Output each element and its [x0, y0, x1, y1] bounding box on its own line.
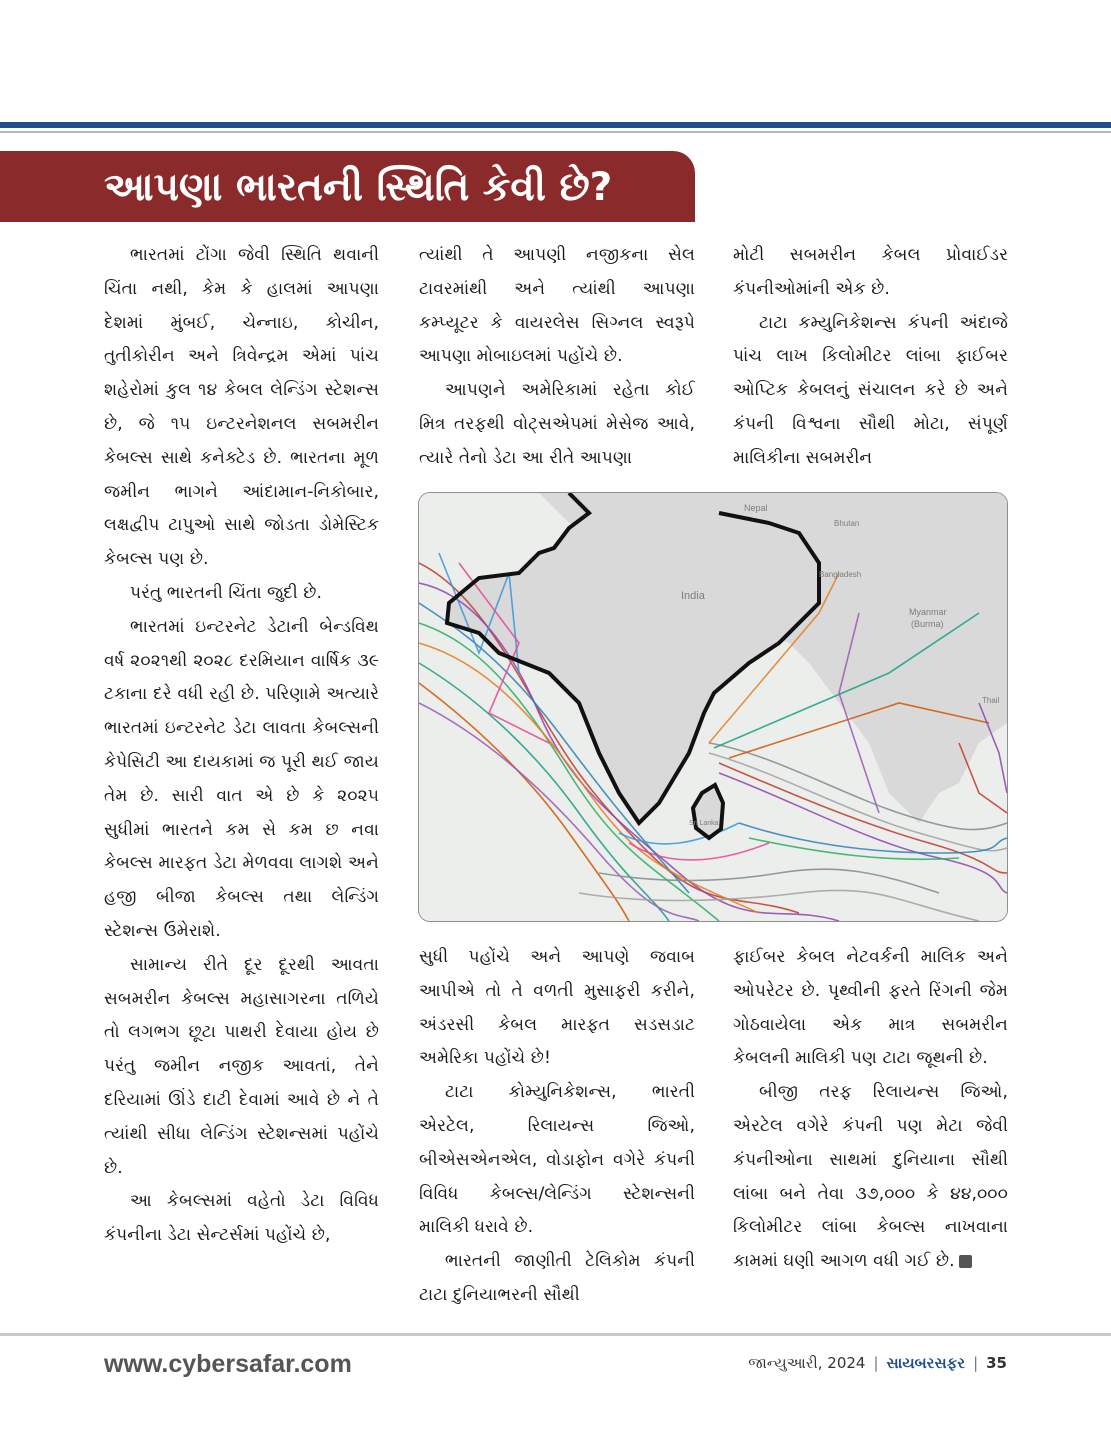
label-india: India	[681, 590, 705, 602]
end-mark-icon	[959, 1255, 972, 1268]
paragraph: આ કેબલ્સમાં વહેતો ડેટા વિવિધ કંપનીના ડેટા સેન્ટર્સમાં પહોંચે છે,	[104, 1191, 379, 1246]
paragraph: ભારતની જાણીતી ટેલિકોમ કંપની ટાટા દુનિયાભરની સૌથી	[419, 1251, 695, 1305]
column-3-bottom	[733, 941, 1008, 1279]
label-burma: (Burma)	[911, 619, 944, 629]
article-title: આપણા ભારતની સ્થિતિ કેવી છે?	[104, 165, 613, 210]
label-sri-lanka: Sri Lanka	[689, 820, 719, 827]
paragraph: મોટી સબમરીન કેબલ પ્રોવાઈડર કંપનીઓમાંની એક છે.	[733, 245, 1008, 299]
top-rule-grey	[0, 131, 1111, 133]
map-svg	[419, 493, 1007, 921]
paragraph: ટાટા કમ્યુનિકેશન્સ કંપની અંદાજે પાંચ લાખ કિલોમીટર લાંબા ફાઈબર ઓપ્ટિક કેબલનું સંચાલન કરે છે અને કંપની વિશ્વના સૌથી મોટા, સંપૂર્ણ માલિકીના સબમરીન	[733, 312, 1008, 468]
column-2-top	[419, 239, 695, 476]
column-3-top	[733, 239, 1008, 476]
submarine-cable-map	[418, 492, 1008, 922]
paragraph: ભારતમાં ઇન્ટરનેટ ડેટાની બેન્ડવિથ વર્ષ ૨૦૨૧થી ૨૦૨૮ દરમિયાન વાર્ષિક ૩૯ ટકાના દરે વધી રહી છે. પરિણામે અત્યારે ભારતમાં ઇન્ટરનેટ ડેટા લાવતા કેબલ્સની કેપેસિટી આ દાયકામાં જ પૂરી થઈ જાય તેમ છે. સારી વાત એ છે કે ૨૦૨૫ સુધીમાં ભારતને કમ સે કમ છ નવા કેબલ્સ મારફત ડેટા મેળવવા લાગશે અને હજી બીજા કેબલ્સ તથા લેન્ડિંગ સ્ટેશન્સ ઉમેરાશે.	[104, 616, 379, 941]
label-bhutan: Bhutan	[834, 519, 860, 528]
label-bangladesh: Bangladesh	[819, 570, 862, 579]
paragraph	[733, 1076, 1008, 1279]
paragraph: ભારતમાં ટોંગા જેવી સ્થિતિ થવાની ચિંતા નથી, કેમ કે હાલમાં આપણા દેશમાં મુંબઈ, ચેન્નાઇ, કોચીન, તુતીકોરીન અને ત્રિવેન્દ્રમ એમાં પાંચ શહેરોમાં કુલ ૧૪ કેબલ લેન્ડિંગ સ્ટેશન્સ છે, જે ૧૫ ઇન્ટરનેશનલ સબમરીન કેબલ્સ સાથે કનેક્ટેડ છે. ભારતના મૂળ જમીન ભાગને આંદામાન-નિકોબાર, લક્ષદ્વીપ ટાપુઓ સાથે જોડતા ડોમેસ્ટિક કેબલ્સ પણ છે.	[104, 245, 379, 570]
top-rule-blue	[0, 122, 1111, 128]
column-2-bottom	[419, 941, 695, 1313]
column-1	[104, 239, 379, 1253]
label-nepal: Nepal	[744, 503, 768, 513]
footer-separator: |	[973, 1354, 979, 1372]
paragraph: ત્યાંથી તે આપણી નજીકના સેલ ટાવરમાંથી અને ત્યાંથી આપણા કમ્પ્યૂટર કે વાયરલેસ સિગ્નલ સ્વરૂપે આપણા મોબાઇલમાં પહોંચે છે.	[419, 245, 695, 367]
paragraph: ફાઈબર કેબલ નેટવર્કની માલિક અને ઓપરેટર છે. પૃથ્વીની ફરતે રિંગની જેમ ગોઠવાયેલા એક માત્ર સબમરીન કેબલની માલિકી પણ ટાટા જૂથની છે.	[733, 947, 1008, 1069]
paragraph: સામાન્ય રીતે દૂર દૂરથી આવતા સબમરીન કેબલ્સ મહાસાગરના તળિયે તો લગભગ છૂટા પાથરી દેવાયા હોય છે પરંતુ જમીન નજીક આવતાં, તેને દરિયામાં ઊંડે દાટી દેવામાં આવે છે ને તે ત્યાંથી સીધા લેન્ડિંગ સ્ટેશન્સમાં પહોંચે છે.	[104, 954, 379, 1178]
footer-separator: |	[873, 1354, 879, 1372]
footer-date: જાન્યુઆરી, 2024	[748, 1354, 866, 1372]
paragraph: આપણને અમેરિકામાં રહેતા કોઈ મિત્ર તરફથી વોટ્સએપમાં મેસેજ આવે, ત્યારે તેનો ડેટા આ રીતે આપણા	[419, 380, 695, 468]
label-thailand: Thail	[982, 696, 1000, 705]
footer-rule	[0, 1333, 1111, 1336]
label-myanmar: Myanmar	[909, 607, 947, 617]
paragraph: પરંતુ ભારતની ચિંતા જુદી છે.	[130, 582, 323, 603]
paragraph: ટાટા કોમ્યુનિકેશન્સ, ભારતી એરટેલ, રિલાયન્સ જિઓ, બીએસએનએલ, વોડાફોન વગેરે કંપની વિવિધ કેબલ્સ/લેન્ડિંગ સ્ટેશન્સની માલિકી ધરાવે છે.	[419, 1082, 695, 1238]
page-number: 35	[986, 1354, 1007, 1372]
footer-website-url[interactable]: www.cybersafar.com	[104, 1350, 352, 1378]
paragraph: સુધી પહોંચે અને આપણે જવાબ આપીએ તો તે વળતી મુસાફરી કરીને, અંડરસી કેબલ મારફત સડસડાટ અમેરિકા પહોંચે છે!	[419, 947, 695, 1069]
footer-magazine-name: સાયબરસફર	[886, 1354, 966, 1372]
paragraph-text: બીજી તરફ રિલાયન્સ જિઓ, એરટેલ વગેરે કંપની પણ મેટા જેવી કંપનીઓના સાથમાં દુનિયાના સૌથી લાંબા બને તેવા ૩૭,૦૦૦ કે ૪૪,૦૦૦ કિલોમીટર લાંબા કેબલ્સ નાખવાના કામમાં ઘણી આગળ વધી ગઈ છે.	[733, 1082, 1008, 1272]
footer-issue-info	[748, 1354, 1007, 1372]
